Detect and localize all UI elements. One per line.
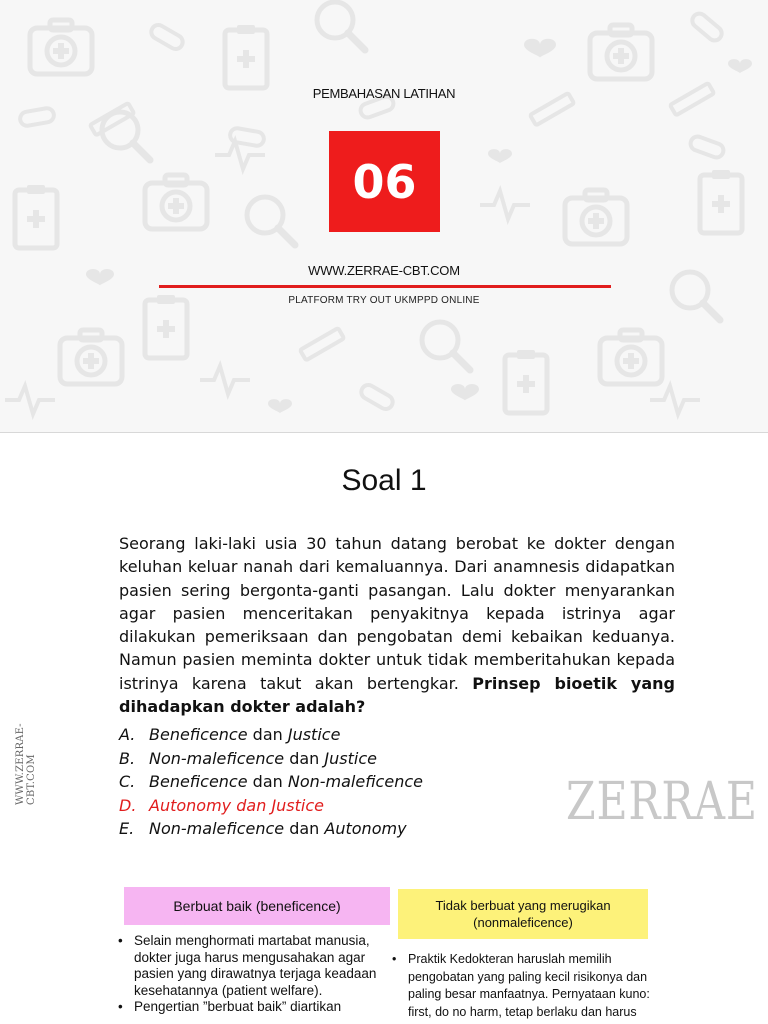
option-first: Beneficence <box>149 772 248 791</box>
answer-options <box>119 723 423 841</box>
option-c[interactable] <box>119 770 423 794</box>
option-second: Justice <box>287 725 341 744</box>
option-connector: dan <box>252 772 283 791</box>
option-b[interactable] <box>119 747 423 771</box>
option-first: Non-maleficence <box>149 748 285 768</box>
beneficence-list <box>116 933 392 1016</box>
nonmaleficence-heading-line1: Tidak berbuat yang merugikan <box>435 898 611 913</box>
option-second: Non-maleficence <box>287 772 423 791</box>
header-label: PEMBAHASAN LATIHAN <box>312 86 456 101</box>
side-watermark: WWW.ZERRAE-CBT.COM <box>15 723 37 805</box>
option-letter: B. <box>119 748 136 768</box>
option-letter: E. <box>119 819 135 838</box>
list-item: • Selain menghormati martabat manusia, dokter juga harus mengusahakan agar pasien yang dirawatnya terjaga keadaan kesehatannya (patient welfare). <box>116 933 392 999</box>
option-first: Autonomy <box>149 795 232 815</box>
nonmaleficence-list <box>388 951 660 1021</box>
question-body: Seorang laki-laki usia 30 tahun datang berobat ke dokter dengan keluhan keluar nanah dari kemaluannya. Dari anamnesis didapatkan pasien sering bergonta-ganti pasangan. Lalu dokter menyarankan agar pasien menceritakan penyakitnya kepada istrinya agar dilakukan pemeriksaan dan pengobatan demi kebaikan keduanya. Namun pasien meminta dokter untuk tidak memberitahukan kepada istrinya karena takut akan bertengkar. <box>119 534 675 693</box>
divider-line <box>159 285 611 288</box>
option-letter: A. <box>119 725 136 744</box>
option-first: Beneficence <box>149 725 248 744</box>
option-a[interactable] <box>119 723 423 747</box>
option-connector: dan <box>252 725 283 744</box>
tagline: PLATFORM TRY OUT UKMPPD ONLINE <box>288 295 480 306</box>
beneficence-heading: Berbuat baik (beneficence) <box>124 887 390 925</box>
nonmaleficence-heading <box>398 889 648 939</box>
option-e[interactable] <box>119 817 423 841</box>
cover-slide <box>0 0 768 433</box>
option-letter: C. <box>119 772 136 791</box>
option-connector: dan <box>236 795 267 815</box>
question-title: Soal 1 <box>341 464 427 497</box>
list-item: • Pengertian ”berbuat baik” diartikan <box>116 999 392 1016</box>
option-d[interactable] <box>119 794 423 818</box>
site-url: WWW.ZERRAE-CBT.COM <box>308 263 460 278</box>
brand-watermark: ZERRAE <box>566 772 758 832</box>
option-connector: dan <box>289 819 320 838</box>
option-connector: dan <box>289 748 320 768</box>
option-second: Justice <box>271 795 324 815</box>
lesson-number: 06 <box>352 154 417 209</box>
option-second: Autonomy <box>324 819 407 838</box>
option-letter: D. <box>119 795 137 815</box>
question-prompt: Prinsep bioetik yang dihadapkan dokter adalah? <box>119 673 675 717</box>
list-item: • Praktik Kedokteran haruslah memilih pengobatan yang paling kecil risikonya dan paling besar manfaatnya. Pernyataan kuno: first, do no harm, tetap berlaku dan harus <box>388 951 660 1021</box>
option-second: Justice <box>324 748 377 768</box>
nonmaleficence-heading-line2: (nonmaleficence) <box>473 915 573 930</box>
question-text <box>119 532 675 718</box>
option-first: Non-maleficence <box>149 819 285 838</box>
lesson-number-badge <box>329 131 440 232</box>
